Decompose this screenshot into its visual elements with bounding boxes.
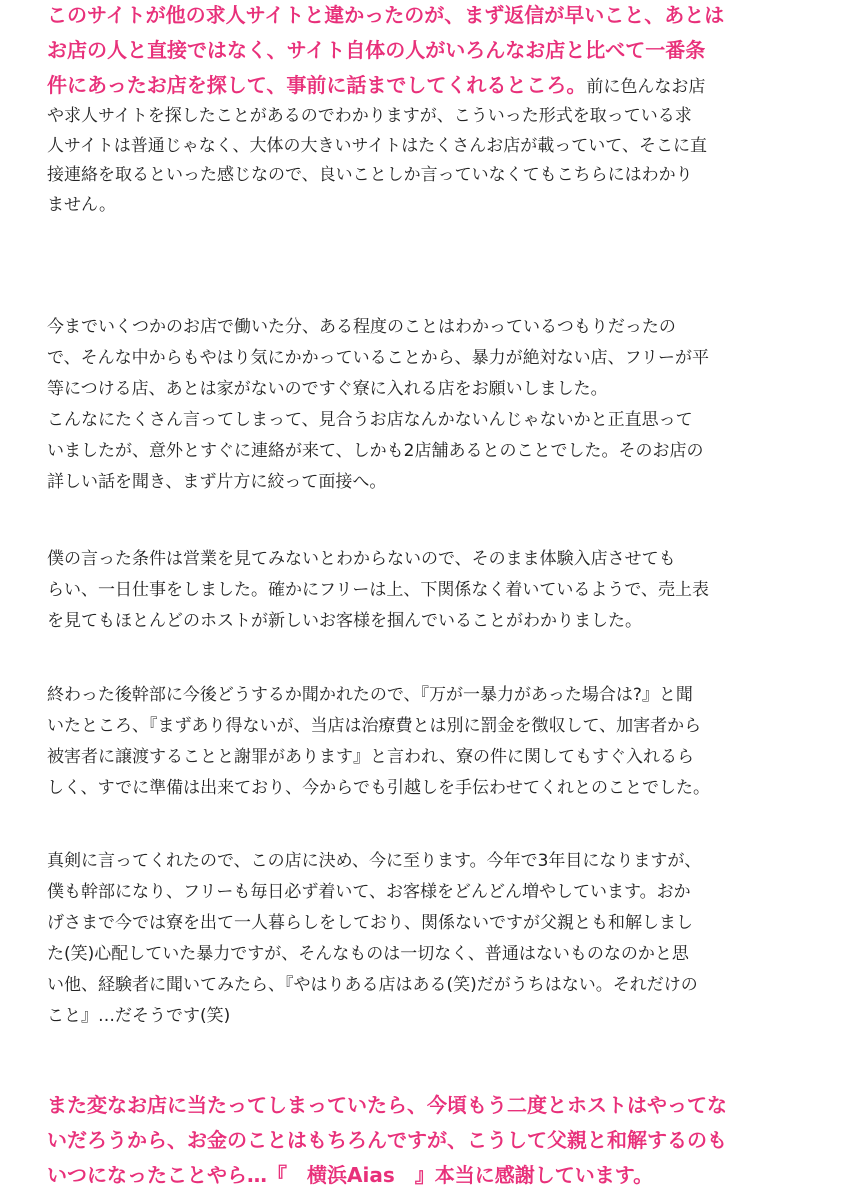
intro-highlight bbox=[47, 0, 807, 68]
paragraph-line: 等につける店、あとは家がないのですぐ寮に入れる店をお願いしました。 bbox=[47, 379, 608, 399]
paragraph-5 bbox=[47, 846, 807, 1032]
paragraph-line: い他、経験者に聞いてみたら、『やはりある店はある(笑)だがうちはない。それだけの bbox=[47, 975, 698, 995]
intro-body-line: 人サイトは普通じゃなく、大体の大きいサイトはたくさんお店が載っていて、そこに直 bbox=[47, 135, 707, 156]
paragraph-line: 真剣に言ってくれたので、この店に決め、今に至ります。今年で3年目になりますが、 bbox=[47, 851, 702, 871]
intro-highlight-line: 件にあったお店を探して、事前に話までしてくれるところ。 bbox=[47, 73, 587, 97]
paragraph-line: た(笑)心配していた暴力ですが、そんなものは一切なく、普通はないものなのかと思 bbox=[47, 944, 689, 964]
intro-mixed-line bbox=[47, 68, 807, 103]
paragraph-line: しく、すでに準備は出来ており、今からでも引越しを手伝わせてくれとのことでした。 bbox=[47, 778, 710, 798]
paragraph-line: 終わった後幹部に今後どうするか聞かれたので、『万が一暴力があった場合は?』と聞 bbox=[47, 685, 693, 705]
paragraph-line: らい、一日仕事をしました。確かにフリーは上、下関係なく着いているようで、売上表 bbox=[47, 580, 709, 600]
paragraph-line: 僕も幹部になり、フリーも毎日必ず着いて、お客様をどんどん増やしています。おか bbox=[47, 882, 691, 902]
intro-highlight-line: お店の人と直接ではなく、サイト自体の人がいろんなお店と比べて一番条 bbox=[47, 38, 706, 62]
paragraph-line: こと』…だそうです(笑) bbox=[47, 1006, 231, 1026]
paragraph-line: 僕の言った条件は営業を見てみないとわからないので、そのまま体験入店させても bbox=[47, 549, 676, 569]
intro-body-line: ません。 bbox=[47, 194, 117, 215]
paragraph-line: こんなにたくさん言ってしまって、見合うお店なんかないんじゃないかと正直思って bbox=[47, 410, 693, 430]
closing-highlight bbox=[47, 1088, 807, 1193]
paragraph-line: で、そんな中からもやはり気にかかっていることから、暴力が絶対ない店、フリーが平 bbox=[47, 348, 709, 368]
paragraph-line: を見てもほとんどのホストが新しいお客様を掴んでいることがわかりました。 bbox=[47, 611, 642, 631]
closing-line: いつになったことやら…『 横浜Aias 』本当に感謝しています。 bbox=[47, 1163, 654, 1187]
paragraph-line: 被害者に譲渡することと謝罪があります』と言われ、寮の件に関してもすぐ入れるら bbox=[47, 747, 695, 767]
paragraph-2 bbox=[47, 312, 807, 498]
intro-body-inline: 前に色んなお店 bbox=[586, 77, 706, 97]
paragraph-line: 詳しい話を聞き、まず片方に絞って面接へ。 bbox=[47, 472, 387, 492]
paragraph-4 bbox=[47, 680, 807, 804]
paragraph-line: いたところ、『まずあり得ないが、当店は治療費とは別に罰金を徴収して、加害者から bbox=[47, 716, 702, 736]
intro-body-line: 接連絡を取るといった感じなので、良いことしか言っていなくてもこちらにはわかり bbox=[47, 165, 693, 185]
paragraph-line: 今までいくつかのお店で働いた分、ある程度のことはわかっているつもりだったの bbox=[47, 317, 676, 337]
intro-highlight-line: このサイトが他の求人サイトと違かったのが、まず返信が早いこと、あとは bbox=[47, 3, 725, 27]
intro-body-line: や求人サイトを探したことがあるのでわかりますが、こういった形式を取っている求 bbox=[47, 106, 692, 126]
closing-line: いだろうから、お金のことはもちろんですが、こうして父親と和解するのも bbox=[47, 1128, 727, 1152]
paragraph-line: げさまで今では寮を出て一人暮らしをしており、関係ないですが父親とも和解しまし bbox=[47, 913, 693, 933]
paragraph-line: いましたが、意外とすぐに連絡が来て、しかも2店舗あるとのことでした。そのお店の bbox=[47, 441, 704, 461]
intro-body bbox=[47, 102, 807, 220]
paragraph-3 bbox=[47, 544, 807, 637]
closing-line: また変なお店に当たってしまっていたら、今頃もう二度とホストはやってな bbox=[47, 1093, 727, 1117]
